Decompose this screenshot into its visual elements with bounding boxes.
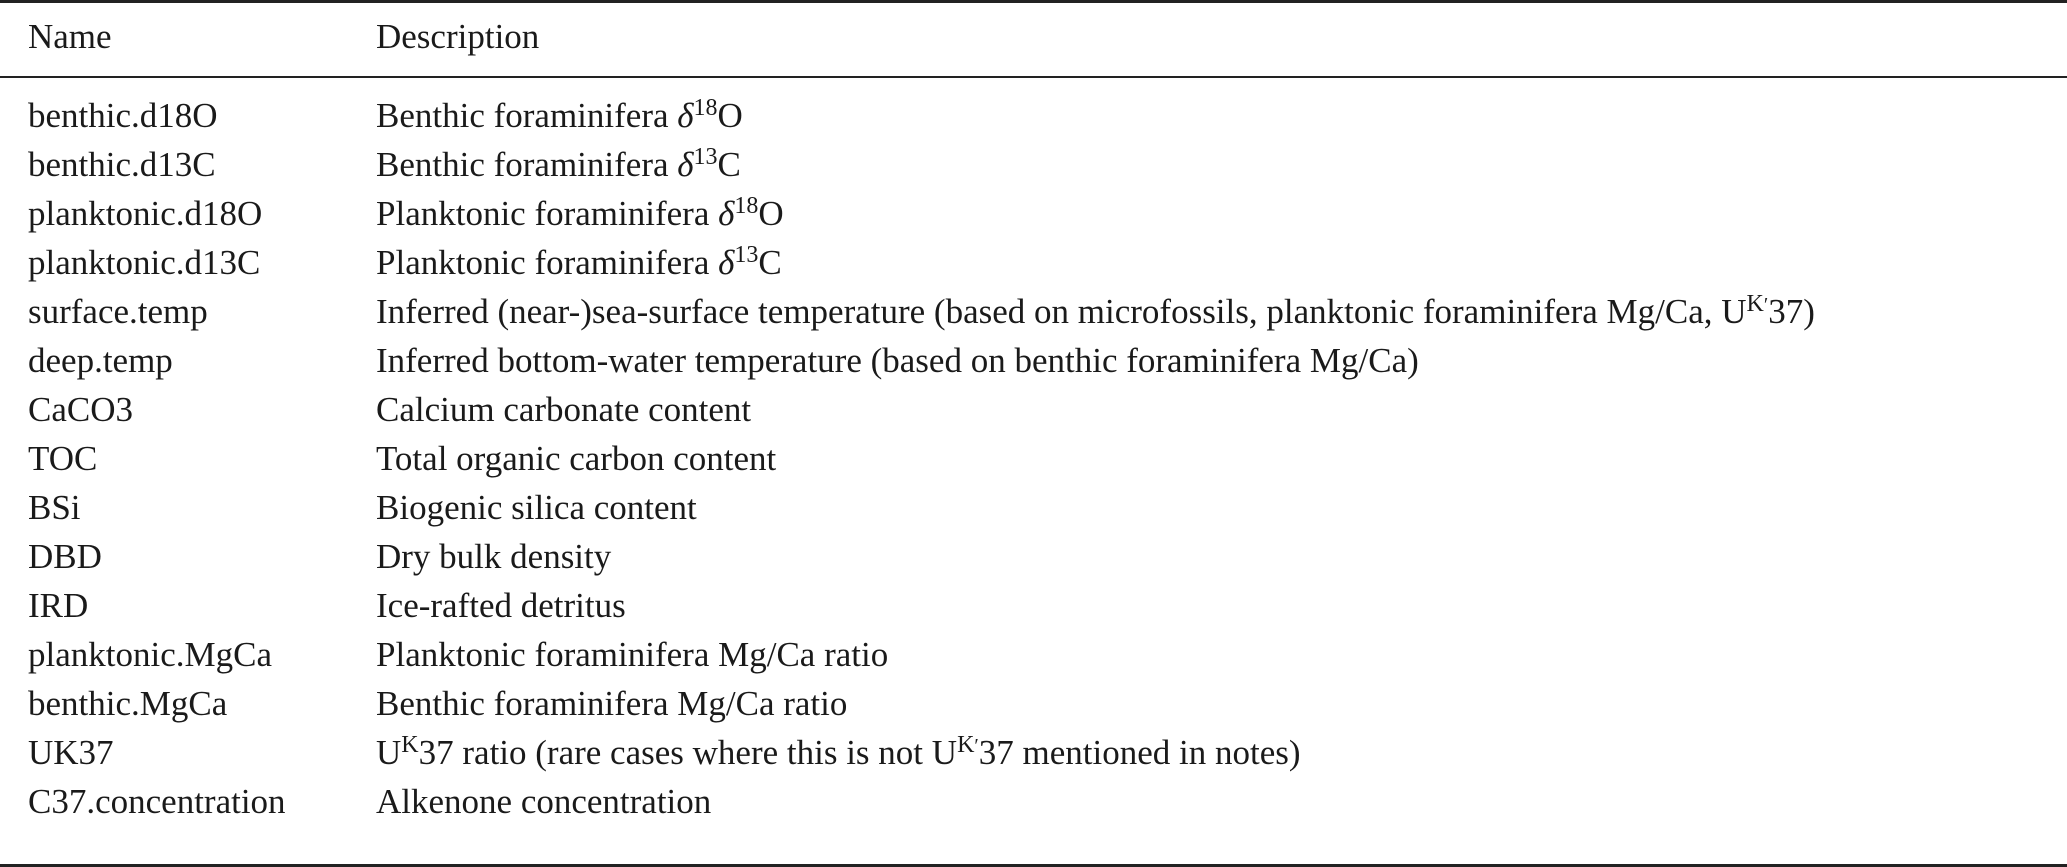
variable-description: Planktonic foraminifera $\delta^{18}O$ xyxy=(376,193,784,233)
variable-description: Benthic foraminifera $\delta^{18}O$ xyxy=(376,95,743,135)
table-row xyxy=(0,778,2067,827)
table-row xyxy=(0,337,2067,386)
variable-description: Inferred (near-)sea-surface temperature (based on microfossils, planktonic foraminifera Mg/Ca, $U^{K'}37$) xyxy=(376,291,1815,331)
variable-description: Benthic foraminifera $\delta^{13}C$ xyxy=(376,144,741,184)
variable-description: Benthic foraminifera Mg/Ca ratio xyxy=(376,684,848,723)
variable-description: Planktonic foraminifera Mg/Ca ratio xyxy=(376,635,889,674)
table-row xyxy=(0,484,2067,533)
table-row xyxy=(0,435,2067,484)
table-row xyxy=(0,680,2067,729)
variable-description: Total organic carbon content xyxy=(376,439,777,478)
variable-description: Inferred bottom-water temperature (based on benthic foraminifera Mg/Ca) xyxy=(376,341,1419,380)
variable-name: TOC xyxy=(28,439,98,478)
variable-name: benthic.d18O xyxy=(28,96,218,135)
table-row xyxy=(0,92,2067,141)
header-description: Description xyxy=(376,17,540,56)
variable-name: planktonic.d13C xyxy=(28,243,261,282)
variable-name: UK37 xyxy=(28,733,114,772)
variable-description: Dry bulk density xyxy=(376,537,612,576)
variable-name: BSi xyxy=(28,488,81,527)
variable-name: IRD xyxy=(28,586,89,625)
table-body xyxy=(0,92,2067,827)
variable-description: $U^K37$ ratio (rare cases where this is not $U^{K'}37$ mentioned in notes) xyxy=(376,732,1301,772)
table-header-rule xyxy=(0,76,2067,78)
header-name: Name xyxy=(28,17,112,56)
variable-name: benthic.d13C xyxy=(28,145,216,184)
variable-name: planktonic.MgCa xyxy=(28,635,272,674)
variable-name: C37.concentration xyxy=(28,782,286,821)
variable-name: planktonic.d18O xyxy=(28,194,263,233)
table-header xyxy=(0,0,2067,76)
variable-description: Ice-rafted detritus xyxy=(376,586,626,625)
variable-name: deep.temp xyxy=(28,341,173,380)
table-row xyxy=(0,386,2067,435)
table-row xyxy=(0,729,2067,778)
variable-name: benthic.MgCa xyxy=(28,684,228,723)
table-row xyxy=(0,533,2067,582)
variable-name: CaCO3 xyxy=(28,390,133,429)
table-row xyxy=(0,239,2067,288)
table-row xyxy=(0,288,2067,337)
table-row xyxy=(0,631,2067,680)
variable-description: Alkenone concentration xyxy=(376,782,712,821)
variable-description: Biogenic silica content xyxy=(376,488,697,527)
table-row xyxy=(0,582,2067,631)
variable-description: Planktonic foraminifera $\delta^{13}C$ xyxy=(376,242,782,282)
variable-name: surface.temp xyxy=(28,292,208,331)
variable-description: Calcium carbonate content xyxy=(376,390,752,429)
table-row xyxy=(0,190,2067,239)
table-row xyxy=(0,141,2067,190)
variable-name: DBD xyxy=(28,537,102,576)
